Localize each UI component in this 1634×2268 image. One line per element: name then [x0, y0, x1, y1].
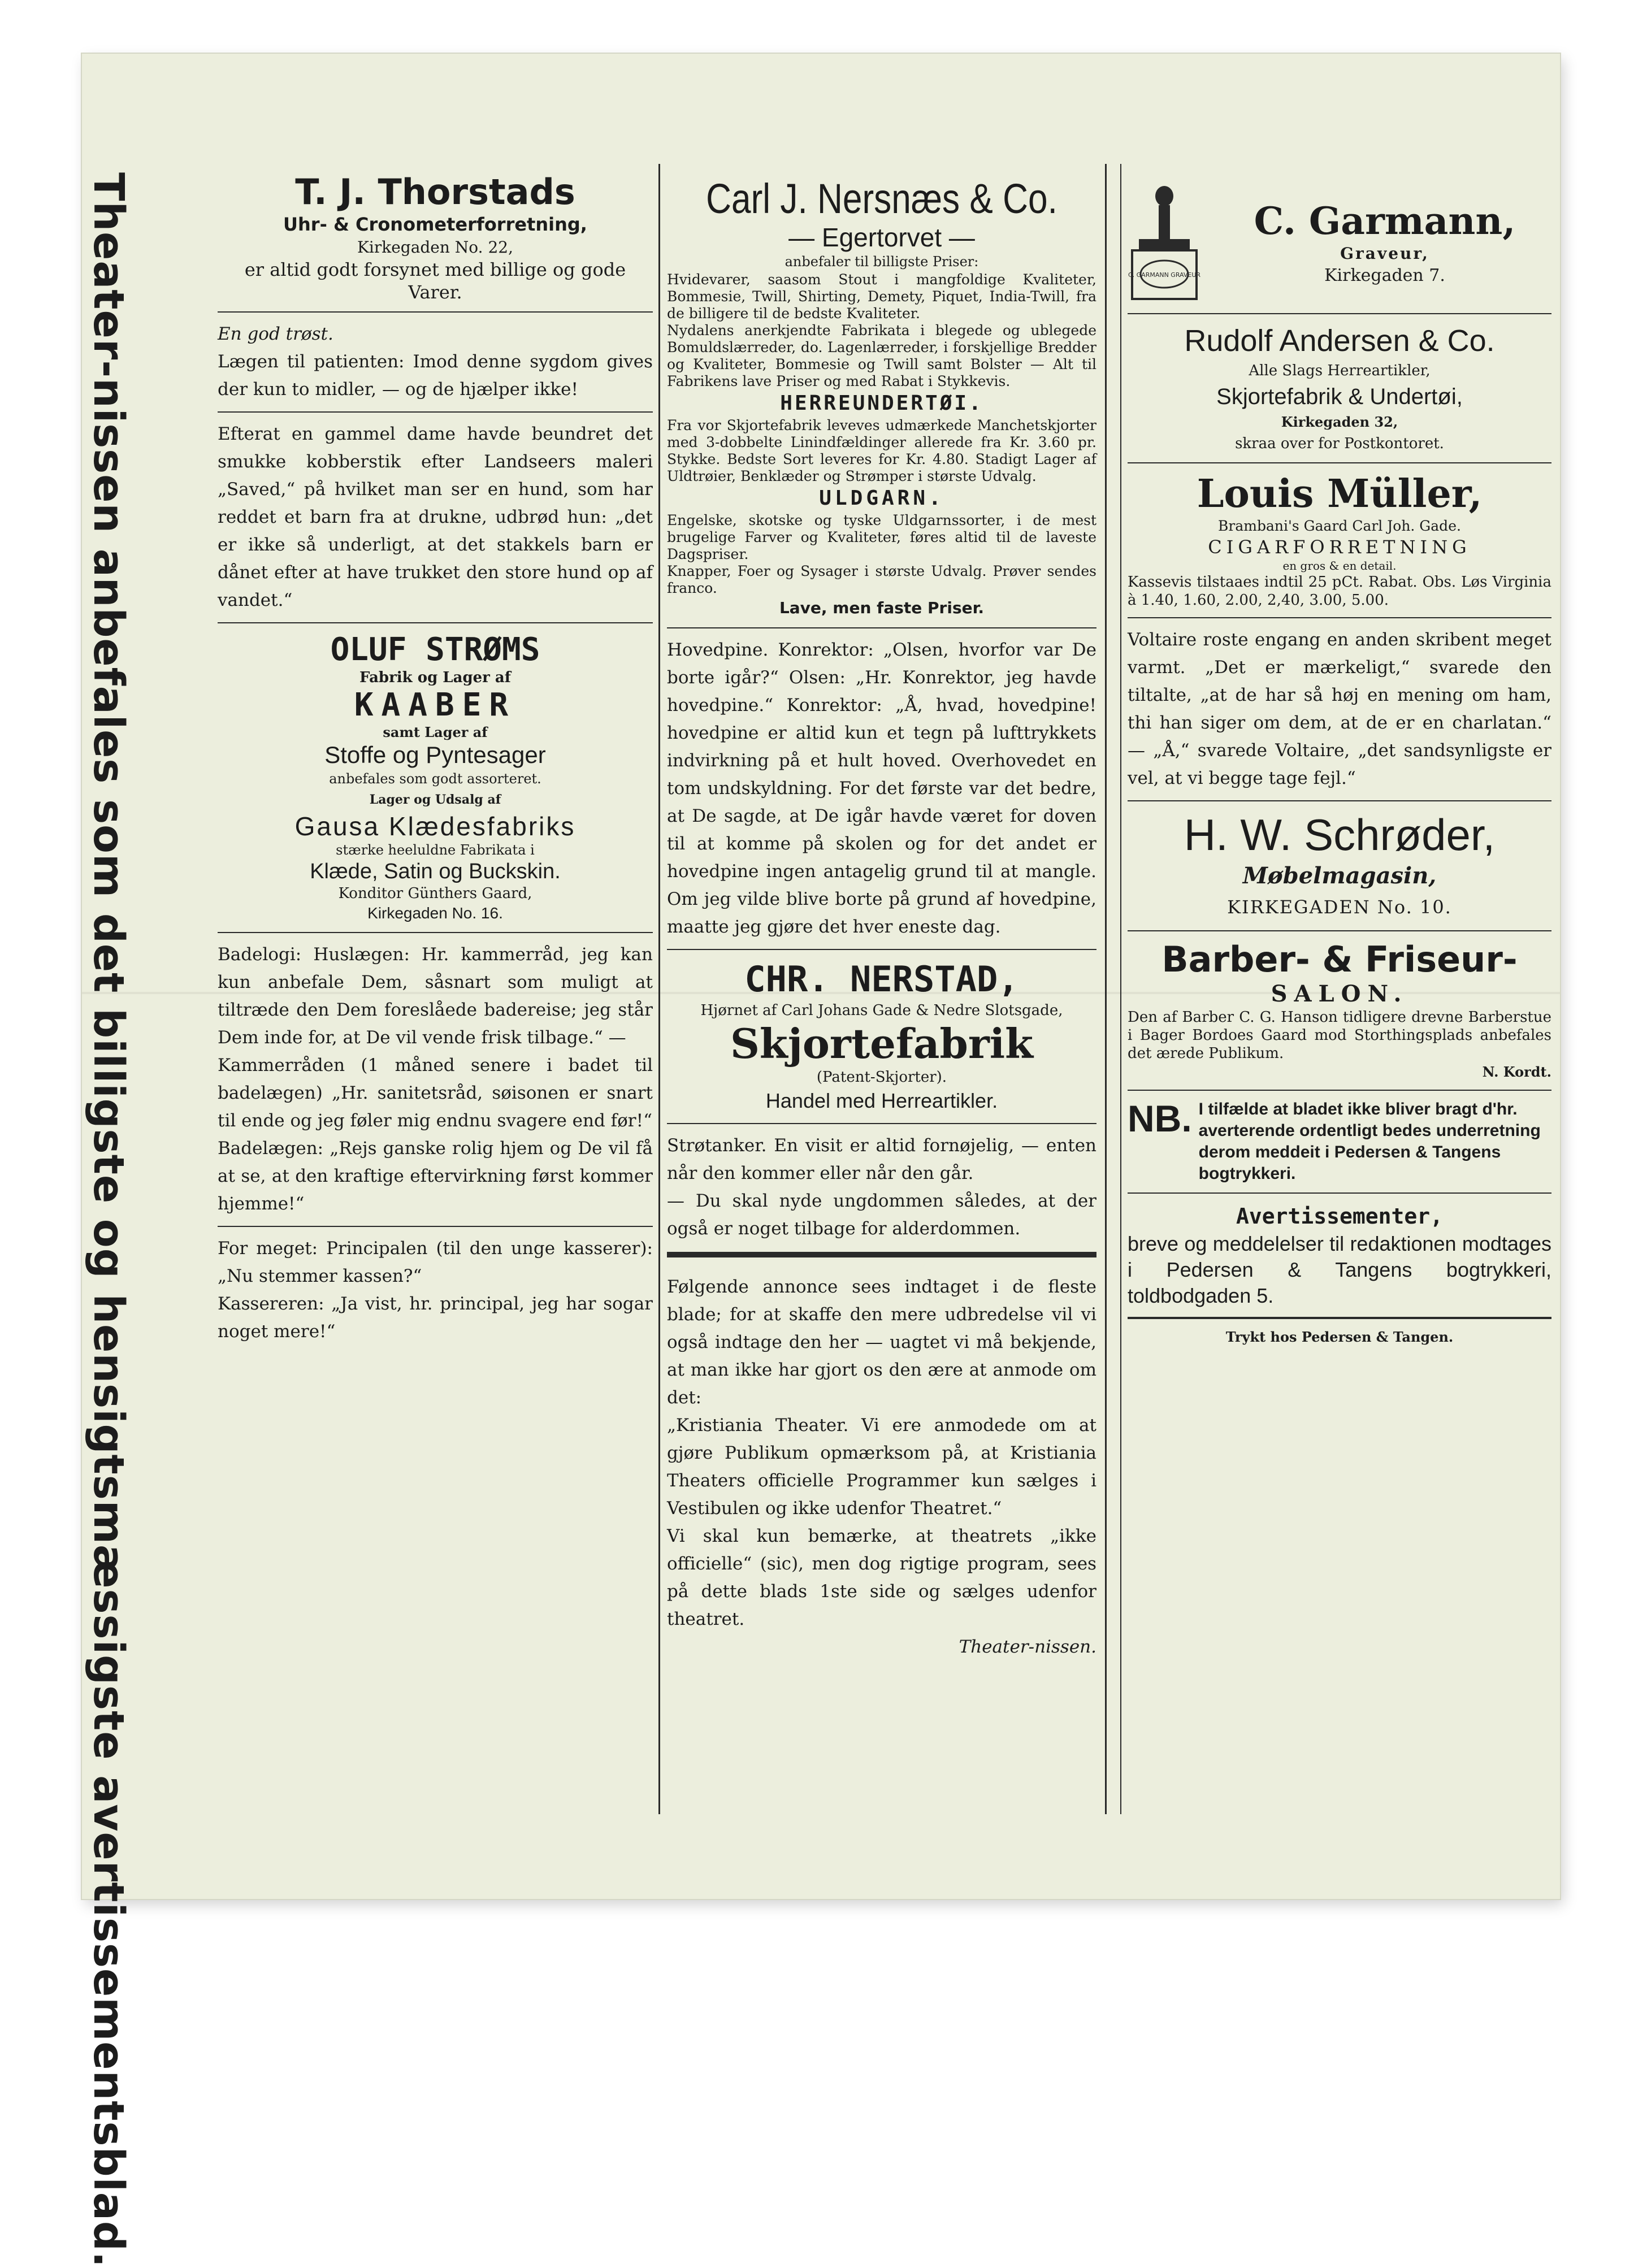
column-2	[667, 175, 1096, 1661]
nerstad-handel: Handel med Herreartikler.	[765, 1089, 998, 1112]
muller-text: Kassevis tilstaaes indtil 25 pCt. Rabat. Obs. Løs Virginia à 1.40, 1.60, 2.00, 2,40, 3.00, 5.00.	[1128, 574, 1551, 609]
stamp-icon	[1128, 184, 1201, 302]
column-rule-3	[1120, 164, 1121, 1814]
strom-fabrik: Fabrik og Lager af	[359, 669, 511, 686]
rudolf-skjorte: Skjortefabrik & Undertøi,	[1216, 384, 1463, 409]
strom-kaaber: KAABER	[354, 687, 517, 723]
garmann-trade: Graveur,	[1340, 244, 1429, 263]
stamp-text: C. GARMANN GRAVEUR	[1128, 271, 1201, 279]
badelogi-text: Badelogi: Huslægen: Hr. kammerråd, jeg kan kun anbefale Dem, såsnart som muligt at tiltræde den Dem foreslåede badereise; jeg står Dem inde for, at De vil vende frisk tilbage.“ —	[218, 944, 653, 1048]
divider	[218, 411, 653, 413]
strom-kirke: Kirkegaden No. 16.	[367, 904, 503, 922]
ungdom-text: — Du skal nyde ungdommen således, at der også er noget tilbage for alderdommen.	[667, 1191, 1096, 1239]
nydalens-text: Nydalens anerkjendte Fabrikata i blegede og ublegede Bomuldslærreder, do. Lagenlærreder, i forskjellige Bredder og Kvaliteter, Bommesie og Twill samt Bolster — Alt til Fabrikens lave Priser og med Rabat i Stykkevis.	[667, 322, 1096, 389]
thorstad-trade: Uhr- & Cronometerforretning,	[283, 214, 587, 235]
divider	[1128, 462, 1551, 463]
avert-text: breve og meddelelser til redaktionen modtages i Pedersen & Tangens bogtrykkeri, toldbodgaden 5.	[1128, 1232, 1551, 1307]
efterat-text: Efterat en gammel dame havde beundret det smukke kobberstik efter Landseers maleri „Saved,“ på hvilket man ser en hund, som har reddet et barn fra at drukne, udbrød hun: „det er ikke så underligt, at det stakkels barn er dånet efter at have trukket den store hund op af vandet.“	[218, 424, 653, 610]
divider	[1128, 617, 1551, 618]
muller-name: Louis Müller,	[1197, 471, 1483, 517]
uldgarn-text: Engelske, skotske og tyske Uldgarnssorter, i de mest brugelige Farver og Kvaliteter, føres altid til de laveste Dagspriser.	[667, 512, 1096, 562]
garmann-address: Kirkegaden 7.	[1324, 266, 1445, 285]
divider	[218, 311, 653, 313]
divider	[1128, 1192, 1551, 1194]
column-1	[218, 172, 653, 1346]
signature: Theater-nissen.	[959, 1637, 1096, 1657]
nerstad-patent: (Patent-Skjorter).	[816, 1069, 947, 1086]
garmann-text	[1218, 199, 1551, 287]
nersnaes-anbefaler: anbefaler til billigste Priser:	[785, 254, 979, 270]
trost-text: Lægen til patienten: Imod denne sygdom gives der kun to midler, — og de hjælper ikke!	[218, 352, 653, 400]
barber-name: Barber- & Friseur-	[1161, 939, 1518, 980]
divider	[667, 949, 1096, 950]
nerstad-address: Hjørnet af Carl Johans Gade & Nedre Slotsgade,	[700, 1002, 1063, 1019]
barber-signature: N. Kordt.	[1482, 1064, 1551, 1080]
muller-engros: en gros & en detail.	[1282, 559, 1397, 573]
thorstad-name: T. J. Thorstads	[295, 171, 575, 213]
rudolf-address: Kirkegaden 32,	[1281, 414, 1398, 430]
nerstad-skjortefabrik: Skjortefabrik	[730, 1020, 1034, 1068]
nersnaes-name: Carl J. Nersnæs & Co.	[706, 175, 1057, 222]
strom-gausa: Gausa Klædesfabriks	[294, 812, 576, 841]
rudolf-skraa: skraa over for Postkontoret.	[1235, 435, 1444, 452]
divider	[218, 1226, 653, 1227]
strom-klaede: Klæde, Satin og Buckskin.	[310, 860, 561, 883]
kassereren-text: Kassereren: „Ja vist, hr. principal, jeg har sogar noget mere!“	[218, 1294, 653, 1342]
barber-text: Den af Barber C. G. Hanson tidligere drevne Barberstue i Bager Bordoes Gaard mod Storthingsplads anbefales det ærede Publikum.	[1128, 1009, 1551, 1062]
strom-samt: samt Lager af	[383, 724, 488, 740]
kammerraad-text: Kammerråden (1 måned senere i badet til badelægen) „Hr. sanitetsråd, søisonen er snart til ende og jeg føler mig endnu svagere end før!“	[218, 1055, 653, 1131]
printer-line: Trykt hos Pedersen & Tangen.	[1225, 1329, 1454, 1345]
strom-konditor: Konditor Günthers Gaard,	[338, 885, 532, 902]
divider	[667, 627, 1096, 628]
garmann-name: C. Garmann,	[1254, 199, 1516, 243]
folgende-text: Følgende annonce sees indtaget i de fleste blade; for at skaffe den mere udbredelse vil vi også indtage den her — uagtet vi må bekjende, at man ikke har gjort os den ære at anmode om det:	[667, 1277, 1096, 1408]
strom-stoffe: Stoffe og Pyntesager	[324, 741, 546, 768]
herreundertoi-text: Fra vor Skjortefabrik leveves udmærkede Manchetskjorter med 3-dobbelte Linindfældinger allerede fra Kr. 3.60 pr. Stykke. Bedste Sort leveres for Kr. 4.80. Stadigt Lager af Uldtrøier, Benklæder og Strømper i største Udvalg.	[667, 417, 1096, 484]
trost-title: En god trøst.	[218, 324, 333, 344]
nersnaes-place: — Egertorvet —	[788, 223, 975, 252]
knapper-text: Knapper, Foer og Sysager i største Udvalg. Prøver sendes franco.	[667, 563, 1096, 596]
hvidevarer-text: Hvidevarer, saasom Stout i mangfoldige Kvaliteter, Bommesie, Twill, Shirting, Demety, Piquet, India-Twill, fra de billigere til de bedste Kvaliteter.	[667, 271, 1096, 322]
vi-skal-text: Vi skal kun bemærke, at theatrets „ikke officielle“ (sic), men dog rigtige program, sees på dette blads 1ste side og sælges udenfor theatret.	[667, 1526, 1096, 1629]
divider	[1128, 1317, 1551, 1319]
column-3	[1128, 181, 1551, 1347]
column-rule-1	[658, 164, 660, 1814]
formeget-text: For meget: Principalen (til den unge kasserer): „Nu stemmer kassen?“	[218, 1238, 653, 1286]
strom-name: OLUF STRØMS	[330, 631, 540, 668]
nb-text: I tilfælde at bladet ikke bliver bragt d'hr. averterende ordentligt bedes underretning derom meddeit i Pedersen & Tangens bogtrykkeri.	[1198, 1100, 1541, 1183]
schroder-trade: Møbelmagasin,	[1242, 862, 1437, 889]
hovedpine-text: Hovedpine. Konrektor: „Olsen, hvorfor var De borte igår?“ Olsen: „Hr. Konrektor, jeg havde hovedpine.“ Konrektor: „Å, hvad, hovedpine! hovedpine er altid kun et tegn på lufttrykkets indvirkning på et hult hoved. Overhovedet en tom undskyldning. For det første var det bedre, at De sagde, at De igår havde været for doven til at komme på skolen og for det andet er hovedpine ingen antagelig grund til at mangle. Om jeg vilde blive borte på grund af hovedpine, maatte jeg gjøre det hver eneste dag.	[667, 640, 1096, 937]
barber-salon: SALON.	[1271, 981, 1408, 1007]
strom-lager: Lager og Udsalg af	[369, 792, 501, 807]
divider	[1128, 313, 1551, 314]
uldgarn-heading: ULDGARN.	[819, 487, 944, 510]
theater-text: „Kristiania Theater. Vi ere anmodede om at gjøre Publikum opmærksom på, at Kristiania Theaters officielle Programmer kun sælges i Vestibulen og ikke udenfor Theatret.“	[667, 1415, 1096, 1519]
divider	[218, 622, 653, 623]
badelaegen-text: Badelægen: „Rejs ganske rolig hjem og De vil få at se, at den kraftige eftervirkning først kommer hjemme!“	[218, 1138, 653, 1214]
side-title: Theater-nissen anbefales som det billigste og hensigtsmæssigste avertissementsblad.	[84, 172, 133, 2268]
rudolf-alle: Alle Slags Herreartikler,	[1249, 362, 1431, 379]
muller-cigar: CIGARFORRETNING	[1208, 536, 1471, 558]
lave-priser: Lave, men faste Priser.	[779, 599, 985, 617]
avert-title: Avertissementer,	[1236, 1204, 1444, 1229]
strom-anbefales: anbefales som godt assorteret.	[329, 771, 541, 787]
herreundertoi-heading: HERREUNDERTØI.	[780, 392, 983, 415]
thick-divider	[667, 1252, 1096, 1257]
divider	[1128, 930, 1551, 931]
strotanker-text: Strøtanker. En visit er altid fornøjelig, — enten når den kommer eller når den går.	[667, 1135, 1096, 1183]
divider	[1128, 1090, 1551, 1091]
nerstad-name: CHR. NERSTAD,	[744, 959, 1019, 1000]
divider	[218, 932, 653, 933]
voltaire-text: Voltaire roste engang en anden skribent meget varmt. „Det er mærkeligt,“ svarede den tiltalte, „at de har så høj en mening om ham, thi han siger om dem, at de er en charlatan.“ — „Å,“ svarede Voltaire, „det sandsynligste er vel, at vi begge tage fejl.“	[1128, 630, 1551, 788]
schroder-name: H. W. Schrøder,	[1184, 810, 1496, 860]
rudolf-name: Rudolf Andersen & Co.	[1184, 324, 1495, 358]
schroder-address: KIRKEGADEN No. 10.	[1227, 896, 1452, 918]
strom-staerke: stærke heeluldne Fabrikata i	[336, 842, 535, 858]
column-rule-2	[1105, 164, 1107, 1814]
garmann-header	[1128, 181, 1551, 305]
newspaper-page	[82, 54, 1560, 2268]
thorstad-text: er altid godt forsynet med billige og gode Varer.	[244, 259, 626, 303]
divider	[667, 1123, 1096, 1124]
nb-block	[1128, 1099, 1551, 1185]
divider	[1128, 800, 1551, 801]
muller-address: Brambani's Gaard Carl Joh. Gade.	[1218, 518, 1461, 534]
thorstad-address: Kirkegaden No. 22,	[357, 238, 514, 257]
nb-label: NB.	[1128, 1098, 1192, 1139]
